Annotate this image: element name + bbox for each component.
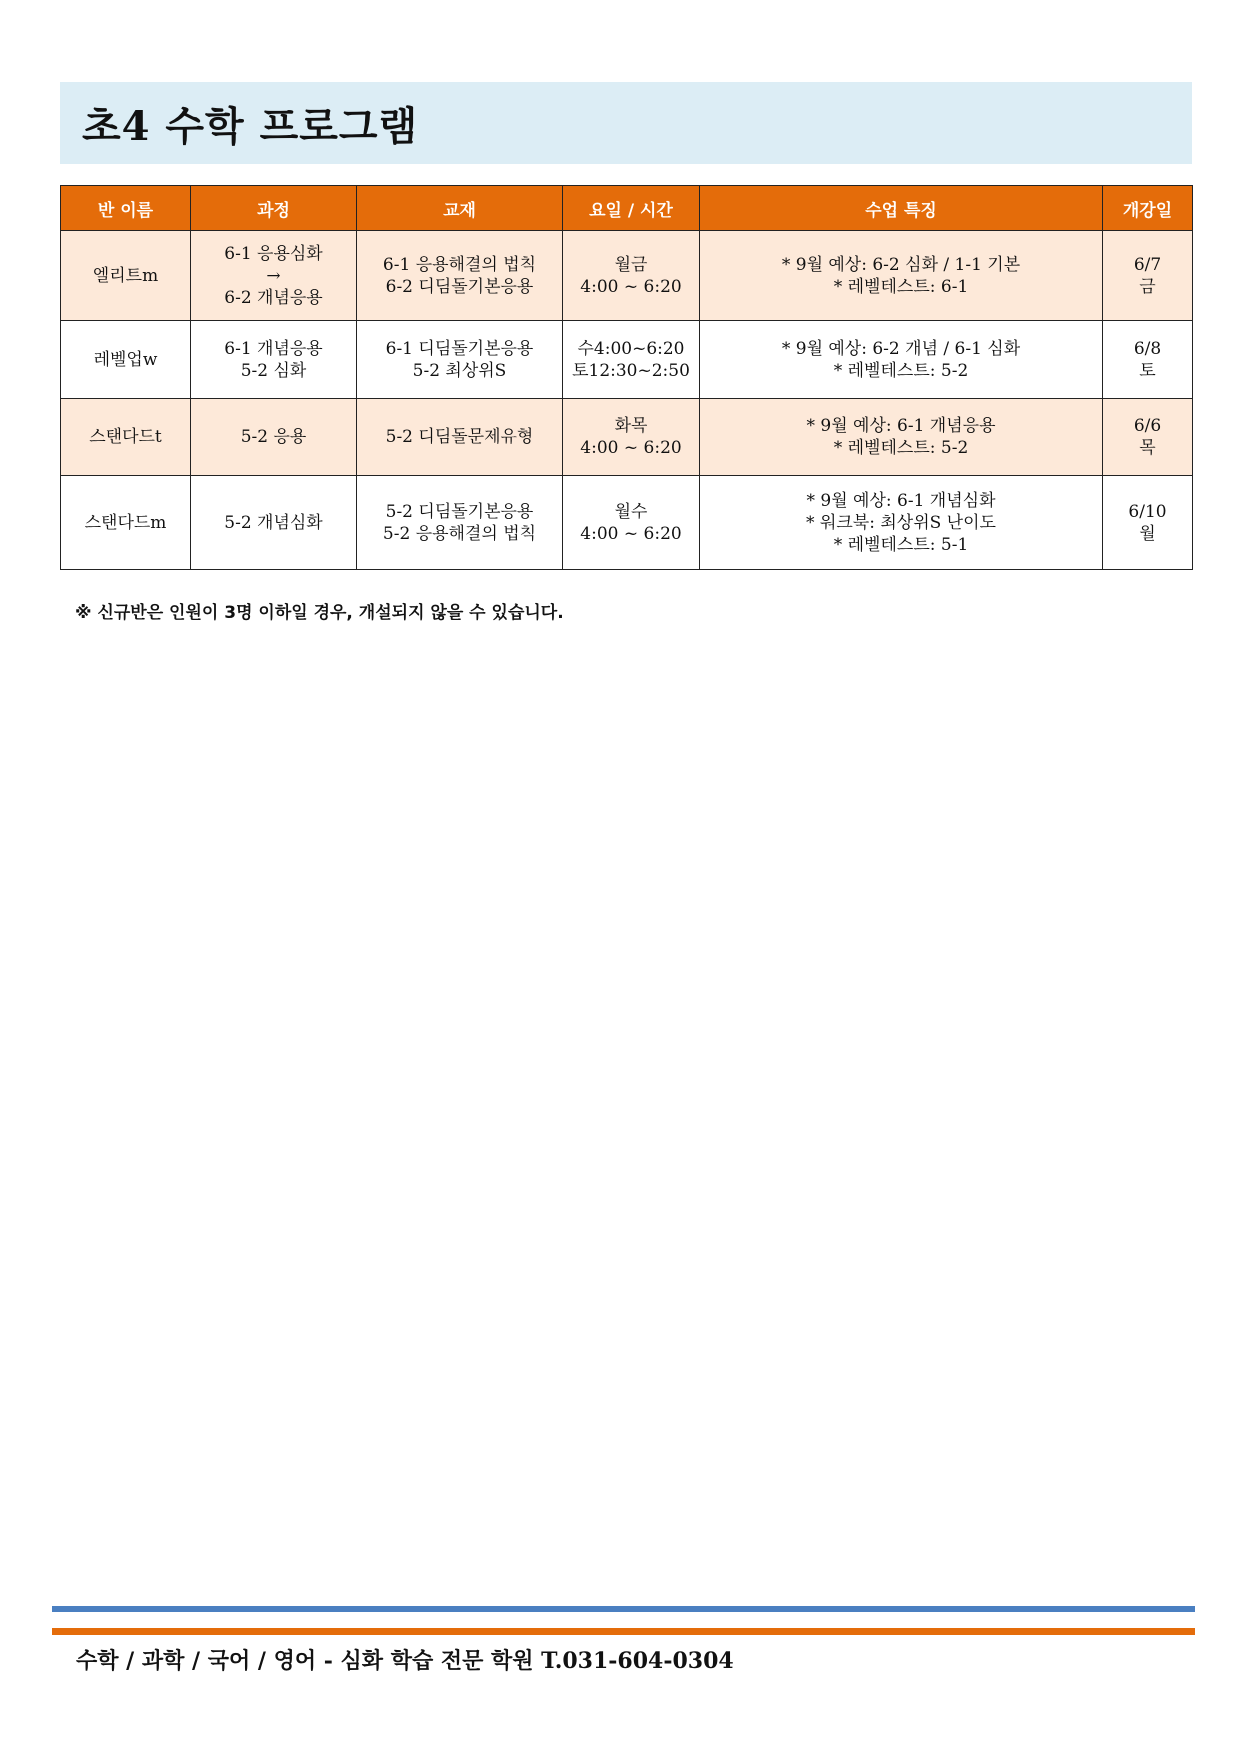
feature-line: * 레벨테스트: 5-1 — [833, 534, 969, 555]
schedule — [563, 321, 700, 399]
textbook-line: 5-2 디딤돌기본응용 — [385, 501, 534, 522]
course-line: 6-1 개념응용 — [224, 338, 323, 359]
course-line: 5-2 개념심화 — [224, 512, 323, 533]
table-row — [61, 476, 1193, 570]
table-header-row — [61, 186, 1193, 231]
schedule-time: 토12:30~2:50 — [572, 360, 690, 381]
start-date — [1103, 476, 1193, 570]
start-date-value: 6/7 — [1133, 254, 1162, 275]
header-features: 수업 특징 — [700, 186, 1103, 231]
feature-line: * 9월 예상: 6-2 개념 / 6-1 심화 — [781, 338, 1021, 359]
schedule — [563, 399, 700, 476]
header-start-date: 개강일 — [1103, 186, 1193, 231]
features — [700, 231, 1103, 321]
schedule-days: 월금 — [614, 254, 648, 275]
start-date-value: 6/8 — [1133, 338, 1162, 359]
header-textbook: 교재 — [357, 186, 563, 231]
class-name: 레벨업w — [61, 321, 191, 399]
start-date-value: 6/6 — [1133, 416, 1162, 436]
feature-line: * 레벨테스트: 5-2 — [833, 438, 969, 458]
course — [191, 399, 357, 476]
course-line: 5-2 심화 — [240, 360, 307, 381]
header-course: 과정 — [191, 186, 357, 231]
footer-divider-blue — [52, 1606, 1195, 1612]
features — [700, 399, 1103, 476]
footer-text: 수학 / 과학 / 국어 / 영어 - 심화 학습 전문 학원 T.031-604-0304 — [76, 1648, 734, 1674]
textbook — [357, 476, 563, 570]
feature-line: * 9월 예상: 6-2 심화 / 1-1 기본 — [781, 254, 1021, 275]
table-row — [61, 321, 1193, 399]
table-row — [61, 231, 1193, 321]
header-class-name: 반 이름 — [61, 186, 191, 231]
textbook-line: 6-1 디딤돌기본응용 — [385, 338, 534, 359]
footer-divider-orange — [52, 1628, 1195, 1635]
start-date-value: 6/10 — [1128, 501, 1167, 522]
schedule — [563, 231, 700, 321]
feature-line: * 9월 예상: 6-1 개념심화 — [806, 490, 996, 511]
course — [191, 231, 357, 321]
start-date — [1103, 399, 1193, 476]
textbook — [357, 321, 563, 399]
feature-line: * 9월 예상: 6-1 개념응용 — [806, 416, 996, 436]
title-banner — [60, 82, 1192, 164]
program-table — [60, 185, 1193, 570]
textbook-line: 6-1 응용해결의 법칙 — [382, 254, 537, 275]
feature-line: * 워크북: 최상위S 난이도 — [806, 512, 996, 533]
features — [700, 321, 1103, 399]
notice-text: ※ 신규반은 인원이 3명 이하일 경우, 개설되지 않을 수 있습니다. — [75, 603, 564, 623]
start-date — [1103, 321, 1193, 399]
class-name: 스탠다드t — [61, 399, 191, 476]
textbook-line: 6-2 디딤돌기본응용 — [385, 276, 534, 297]
feature-line: * 레벨테스트: 6-1 — [833, 276, 969, 297]
textbook — [357, 399, 563, 476]
course-line: 5-2 응용 — [240, 427, 307, 447]
textbook — [357, 231, 563, 321]
header-schedule: 요일 / 시간 — [563, 186, 700, 231]
schedule-days: 화목 — [614, 416, 648, 436]
schedule-time: 4:00 ~ 6:20 — [580, 438, 682, 458]
class-name: 스탠다드m — [61, 476, 191, 570]
start-day: 월 — [1139, 523, 1156, 544]
feature-line: * 레벨테스트: 5-2 — [833, 360, 969, 381]
course — [191, 321, 357, 399]
course-arrow: → — [266, 265, 281, 286]
start-day: 목 — [1139, 438, 1156, 458]
start-day: 토 — [1139, 360, 1156, 381]
page-title: 초4 수학 프로그램 — [82, 102, 419, 150]
textbook-line: 5-2 최상위S — [412, 360, 507, 381]
schedule-time: 4:00 ~ 6:20 — [580, 276, 682, 297]
features — [700, 476, 1103, 570]
course — [191, 476, 357, 570]
textbook-line: 5-2 디딤돌문제유형 — [385, 427, 534, 447]
course-line: 6-2 개념응용 — [224, 287, 323, 308]
start-date — [1103, 231, 1193, 321]
schedule-time: 수4:00~6:20 — [577, 338, 685, 359]
table-row — [61, 399, 1193, 476]
textbook-line: 5-2 응용해결의 법칙 — [382, 523, 537, 544]
class-name: 엘리트m — [61, 231, 191, 321]
start-day: 금 — [1139, 276, 1156, 297]
schedule-days: 월수 — [614, 501, 648, 522]
schedule — [563, 476, 700, 570]
schedule-time: 4:00 ~ 6:20 — [580, 523, 682, 544]
course-line: 6-1 응용심화 — [224, 243, 323, 264]
